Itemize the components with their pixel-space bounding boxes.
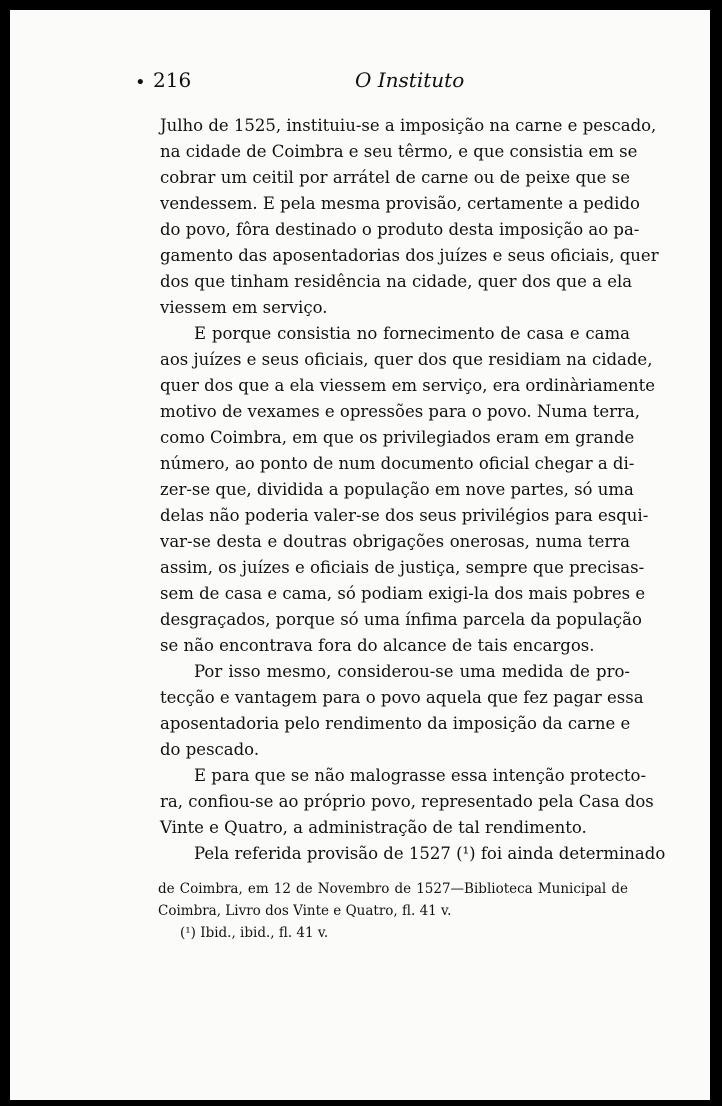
running-title: O Instituto	[355, 68, 465, 92]
body-line: ra, confiou-se ao próprio povo, representado pela Casa dos	[160, 792, 654, 811]
body-line: tecção e vantagem para o povo aquela que fez pagar essa	[160, 688, 644, 707]
body-line: viessem em serviço.	[160, 298, 328, 317]
body-line: assim, os juízes e oficiais de justiça, sempre que precisas-	[160, 558, 645, 577]
footnotes	[158, 878, 628, 944]
body-line: zer-se que, dividida a população em nove partes, só uma	[160, 480, 634, 499]
page-number: 216	[153, 68, 192, 92]
body-line: aposentadoria pelo rendimento da imposição da carne e	[160, 714, 631, 733]
body-line: se não encontrava fora do alcance de tais encargos.	[160, 636, 595, 655]
body-line: Por isso mesmo, considerou-se uma medida de pro-	[194, 662, 630, 681]
body-line: cobrar um ceitil por arrátel de carne ou de peixe que se	[160, 168, 630, 187]
body-line: número, ao ponto de num documento oficial chegar a di-	[160, 454, 635, 473]
body-line: delas não poderia valer-se dos seus privilégios para esqui-	[160, 506, 649, 525]
footnote-line: (¹) Ibid., ibid., fl. 41 v.	[180, 925, 329, 941]
body-line: na cidade de Coimbra e seu têrmo, e que consistia em se	[160, 142, 638, 161]
body-line: vendessem. E pela mesma provisão, certamente a pedido	[160, 194, 640, 213]
body-line: do pescado.	[160, 740, 260, 759]
body-line: sem de casa e cama, só podiam exigi-la dos mais pobres e	[160, 584, 646, 603]
body-line: gamento das aposentadorias dos juízes e seus oficiais, quer	[160, 246, 659, 265]
footnote-line: Coimbra, Livro dos Vinte e Quatro, fl. 41 v.	[158, 903, 452, 919]
body-line: dos que tinham residência na cidade, quer dos que a ela	[160, 272, 633, 291]
page-mark: •	[135, 72, 146, 93]
body-line: quer dos que a ela viessem em serviço, era ordinàriamente	[160, 376, 655, 395]
body-line: var-se desta e doutras obrigações onerosas, numa terra	[160, 532, 630, 551]
body-line: como Coimbra, em que os privilegiados eram em grande	[160, 428, 635, 447]
body-line: E para que se não malograsse essa intenção protecto-	[194, 766, 647, 785]
body-line: motivo de vexames e opressões para o povo. Numa terra,	[160, 402, 640, 421]
body-line: Pela referida provisão de 1527 (¹) foi ainda determinado	[194, 844, 666, 863]
body-line: aos juízes e seus oficiais, quer dos que residiam na cidade,	[160, 350, 653, 369]
body-line: do povo, fôra destinado o produto desta imposição ao pa-	[160, 220, 640, 239]
body-line: Julho de 1525, instituiu-se a imposição na carne e pescado,	[160, 116, 657, 135]
body-line: Vinte e Quatro, a administração de tal rendimento.	[160, 818, 587, 837]
footnote-line: de Coimbra, em 12 de Novembro de 1527—Biblioteca Municipal de	[158, 881, 628, 897]
document-page	[10, 10, 710, 1100]
body-line: E porque consistia no fornecimento de casa e cama	[194, 324, 630, 343]
body-text	[160, 113, 666, 867]
body-line: desgraçados, porque só uma ínfima parcela da população	[160, 610, 642, 629]
